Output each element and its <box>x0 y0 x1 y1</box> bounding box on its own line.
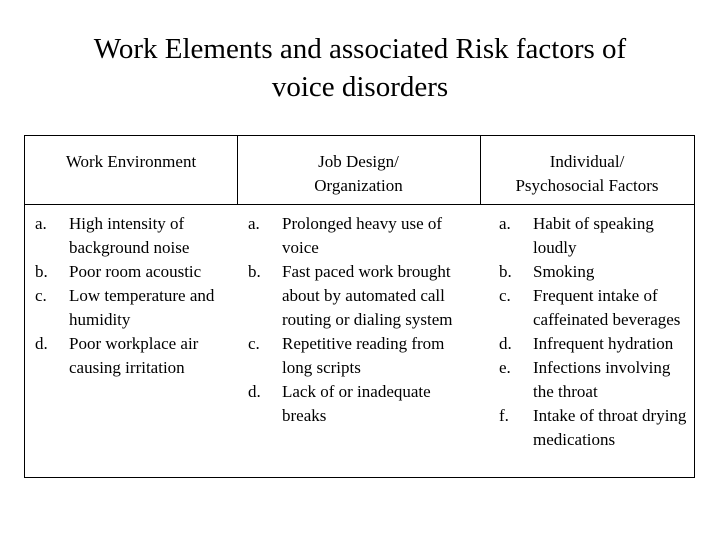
list-item <box>499 284 691 332</box>
list-item-text: Prolonged heavy use of voice <box>282 214 443 257</box>
list-item-text: Poor workplace air causing irritation <box>69 334 199 377</box>
list-marker: c. <box>35 286 47 305</box>
list-marker: c. <box>248 334 260 353</box>
slide-title-line-2: voice disorders <box>271 71 449 103</box>
work-environment-list <box>35 212 235 380</box>
list-item <box>248 212 458 260</box>
list-item-text: Poor room acoustic <box>69 262 202 281</box>
list-item <box>35 332 235 380</box>
list-item-text: Low temperature and humidity <box>69 286 215 329</box>
list-item <box>499 332 691 356</box>
list-item-text: High intensity of background noise <box>69 214 190 257</box>
list-item <box>35 260 235 284</box>
list-marker: d. <box>248 382 261 401</box>
individual-factors-list <box>499 212 691 452</box>
list-item <box>499 356 691 404</box>
job-design-list <box>248 212 458 428</box>
header-line: Work Environment <box>65 152 197 171</box>
risk-factors-table <box>24 135 695 478</box>
list-item <box>499 260 691 284</box>
list-marker: a. <box>35 214 47 233</box>
list-marker: c. <box>499 286 511 305</box>
column-header-individual-factors <box>480 150 694 198</box>
list-item-text: Repetitive reading from long scripts <box>282 334 445 377</box>
header-line: Organization <box>314 176 403 195</box>
list-item-text: Smoking <box>533 262 595 281</box>
slide-title-line-1: Work Elements and associated Risk factors of <box>93 33 627 65</box>
list-marker: f. <box>499 406 509 425</box>
list-item <box>499 404 691 452</box>
list-marker: b. <box>35 262 48 281</box>
column-header-work-environment <box>25 150 237 174</box>
header-bottom-rule <box>25 204 694 205</box>
header-line: Individual/ <box>549 152 625 171</box>
list-marker: a. <box>499 214 511 233</box>
list-item-text: Lack of or inadequate breaks <box>282 382 431 425</box>
list-marker: b. <box>499 262 512 281</box>
list-item <box>248 380 458 428</box>
slide-title <box>0 30 720 106</box>
list-marker: b. <box>248 262 261 281</box>
list-item-text: Infections involving the throat <box>533 358 671 401</box>
list-item <box>248 332 458 380</box>
list-item <box>248 260 458 332</box>
header-line: Job Design/ <box>318 152 399 171</box>
list-marker: d. <box>35 334 48 353</box>
list-item <box>499 212 691 260</box>
header-line: Psychosocial Factors <box>515 176 659 195</box>
list-marker: e. <box>499 358 511 377</box>
list-item-text: Infrequent hydration <box>533 334 674 353</box>
list-marker: a. <box>248 214 260 233</box>
list-item <box>35 212 235 260</box>
list-item-text: Fast paced work brought about by automated call routing or dialing system <box>282 262 453 329</box>
list-item-text: Intake of throat drying medications <box>533 406 687 449</box>
list-item-text: Habit of speaking loudly <box>533 214 654 257</box>
column-header-job-design <box>237 150 480 198</box>
list-marker: d. <box>499 334 512 353</box>
list-item <box>35 284 235 332</box>
list-item-text: Frequent intake of caffeinated beverages <box>533 286 681 329</box>
